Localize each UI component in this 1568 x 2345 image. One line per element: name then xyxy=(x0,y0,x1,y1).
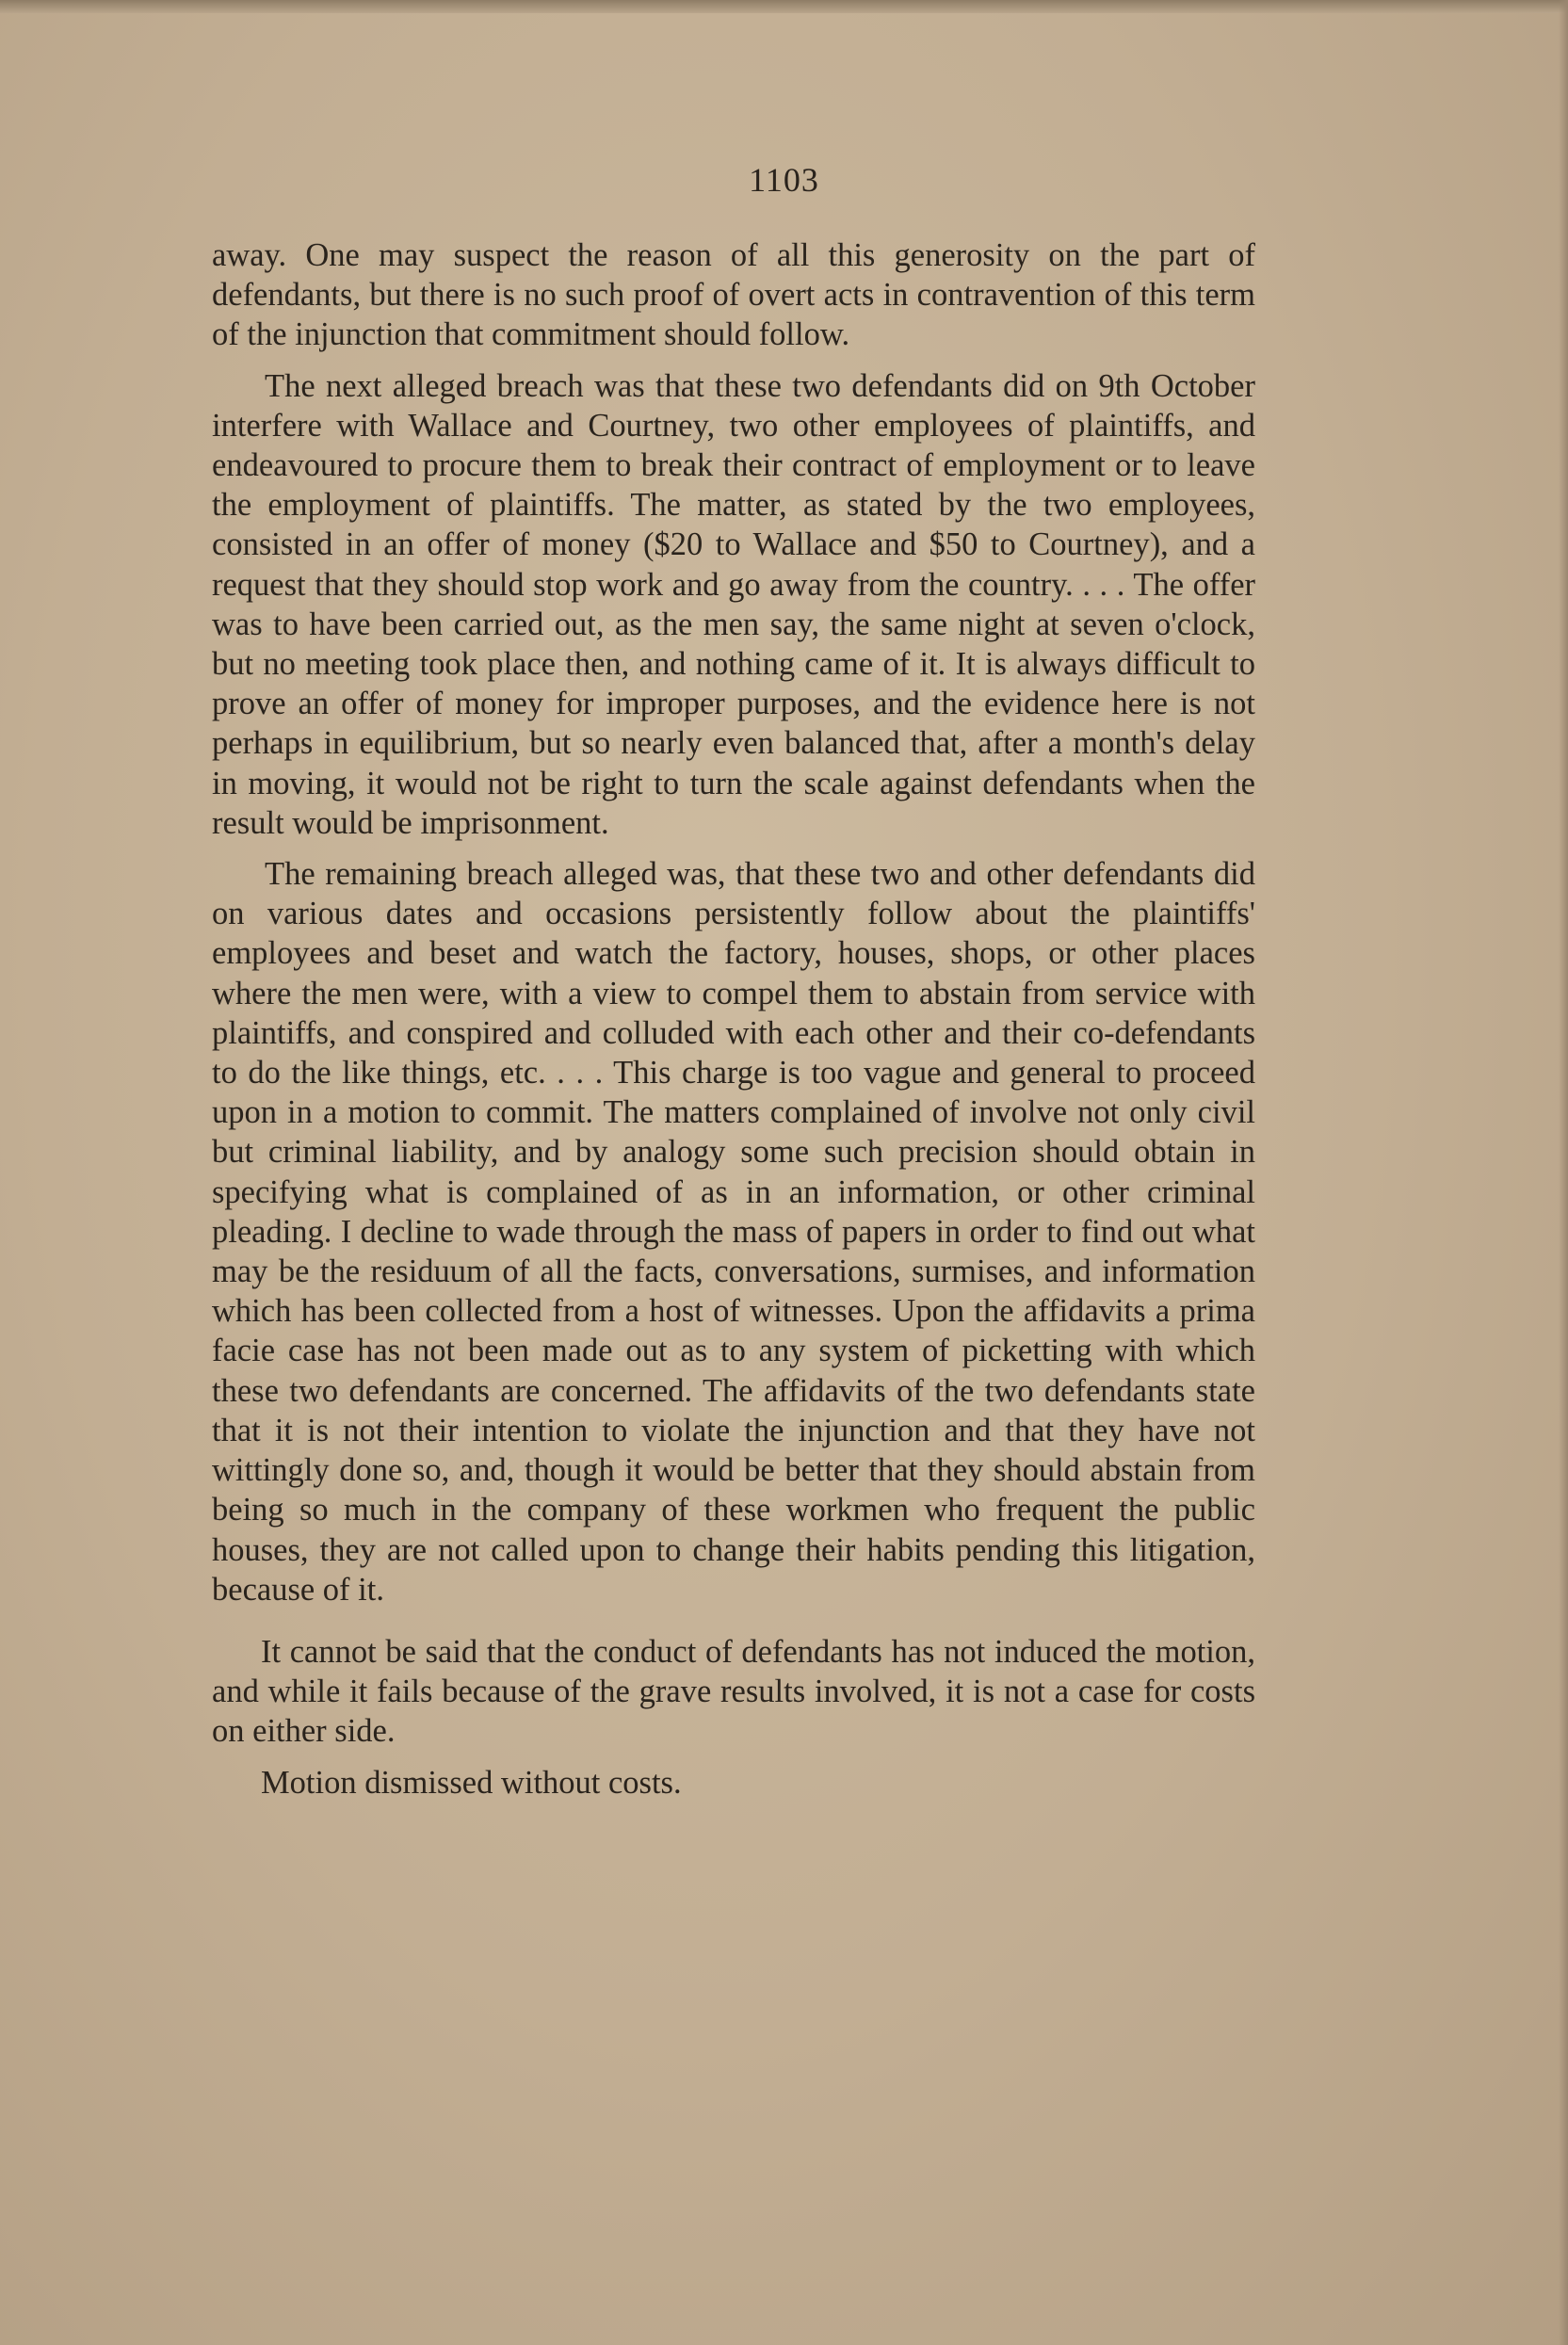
paragraph-continuation: away. One may suspect the reason of all this generosity on the part of defendants, but there is no such proof of overt acts in contravention of this term of the injunction that commitment should follow. xyxy=(212,237,1255,353)
paragraph-conclusion: It cannot be said that the conduct of defendants has not induced the motion, and while it fails because of the grave results involved, it is not a case for costs on either side. xyxy=(212,1633,1255,1750)
body-text xyxy=(212,235,1255,1814)
page-top-edge xyxy=(0,0,1568,13)
paragraph-disposition: Motion dismissed without costs. xyxy=(261,1764,682,1801)
page-number: 1103 xyxy=(749,161,819,199)
page-right-edge xyxy=(1559,0,1568,2345)
paragraph-next-breach: The next alleged breach was that these two defendants did on 9th October interfere with Wallace and Courtney, two other employees of plaintiffs, and endeavoured to procure them to break their contract of employment or to leave the employment of plaintiffs. The matter, as stated by the two employees, consisted in an offer of money ($20 to Wallace and $50 to Courtney), and a request that they should stop work and go away from the country. . . . The offer was to have been carried out, as the men say, the same night at seven o'clock, but no meeting took place then, and nothing came of it. It is always difficult to prove an offer of money for improper purposes, and the evidence here is not perhaps in equilibrium, but so nearly even balanced that, after a month's delay in moving, it would not be right to turn the scale against defendants when the result would be imprisonment. xyxy=(212,367,1255,841)
paragraph-remaining-breach: The remaining breach alleged was, that these two and other defendants did on various dates and occasions persistently follow about the plaintiffs' employees and beset and watch the factory, houses, shops, or other places where the men were, with a view to compel them to abstain from service with plaintiffs, and conspired and colluded with each other and their co-defendants to do the like things, etc. . . . This charge is too vague and general to proceed upon in a motion to commit. The matters complained of involve not only civil but criminal liability, and by analogy some such precision should obtain in specifying what is complained of as in an information, or other criminal pleading. I decline to wade through the mass of papers in order to find out what may be the residuum of all the facts, conversations, surmises, and information which has been collected from a host of witnesses. Upon the affidavits a prima facie case has not been made out as to any system of picketting with which these two defendants are concerned. The affidavits of the two defendants state that it is not their intention to violate the injunction and that they have not wittingly done so, and, though it would be better that they should abstain from being so much in the company of these workmen who frequent the public houses, they are not called upon to change their habits pending this litigation, because of it. xyxy=(212,856,1255,1608)
